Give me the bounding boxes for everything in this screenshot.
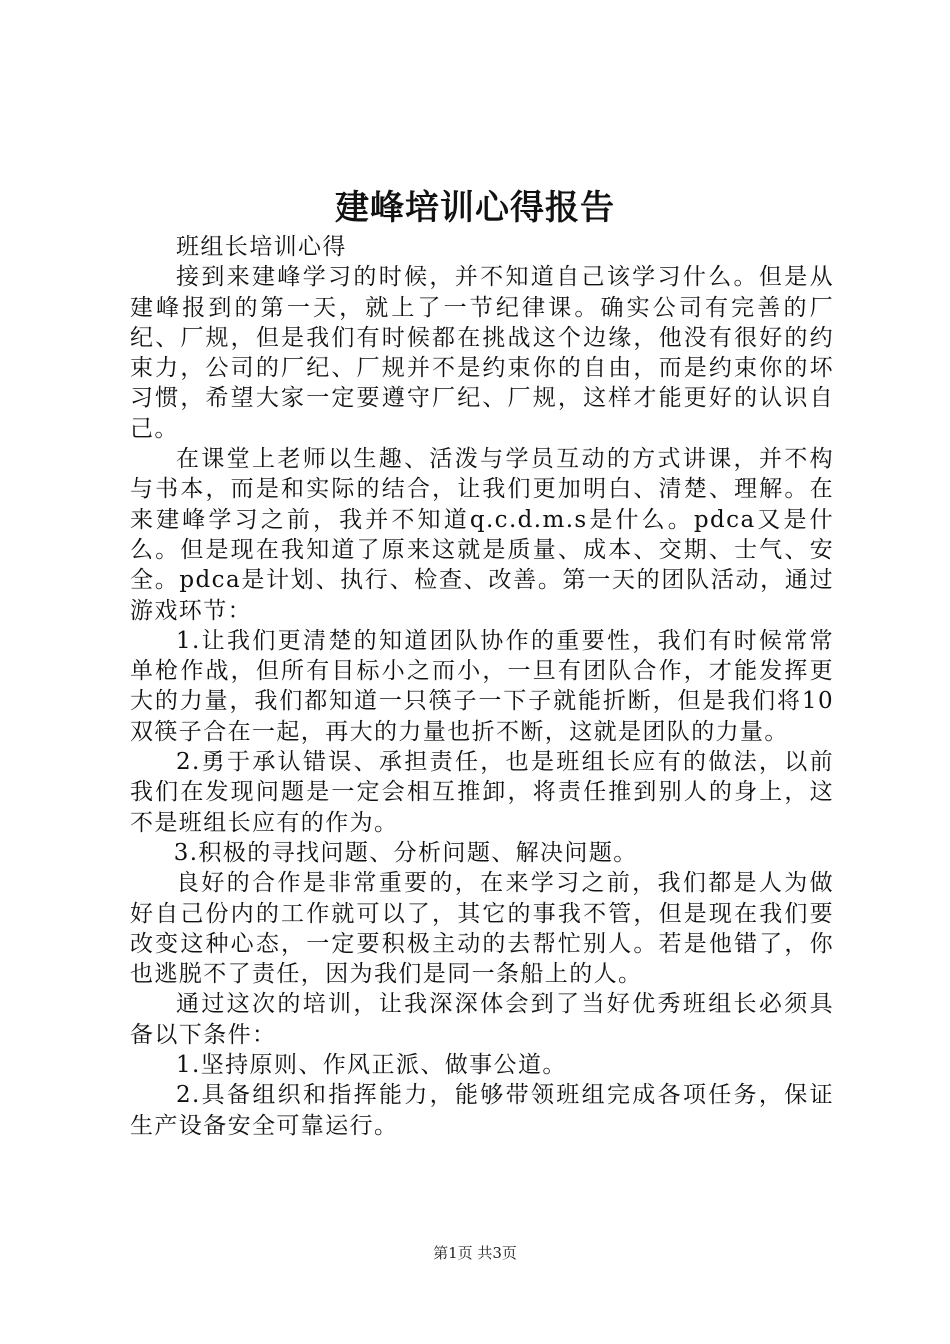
paragraph-point-1: 1.让我们更清楚的知道团队协作的重要性，我们有时候常常单枪作战，但所有目标小之而小，一旦有团队合作，才能发挥更大的力量，我们都知道一只筷子一下子就能折断，但是我们将10双筷子合在一起，再大的力量也折不断，这就是团队的力量。 bbox=[130, 627, 834, 745]
paragraph-discipline: 接到来建峰学习的时候，并不知道自己该学习什么。但是从建峰报到的第一天，就上了一节纪律课。确实公司有完善的厂纪、厂规，但是我们有时候都在挑战这个边缘，他没有很好的约束力，公司的厂纪、厂规并不是约束你的自由，而是约束你的坏习惯，希望大家一定要遵守厂纪、厂规，这样才能更好的认识自己。 bbox=[130, 264, 834, 442]
paragraph-conditions-intro: 通过这次的培训，让我深深体会到了当好优秀班组长必须具备以下条件： bbox=[130, 991, 834, 1048]
paragraph-cooperation: 良好的合作是非常重要的，在来学习之前，我们都是人为做好自己份内的工作就可以了，其它的事我不管，但是现在我们要改变这种心态，一定要积极主动的去帮忙别人。若是他错了，你也逃脱不了责任，因为我们是同一条船上的人。 bbox=[130, 870, 834, 988]
paragraph-condition-2: 2.具备组织和指挥能力，能够带领班组完成各项任务，保证生产设备安全可靠运行。 bbox=[130, 1082, 834, 1139]
document-body bbox=[130, 232, 834, 1141]
paragraph-classroom: 在课堂上老师以生趣、活泼与学员互动的方式讲课，并不构与书本，而是和实际的结合，让我们更加明白、清楚、理解。在来建峰学习之前，我并不知道q.c.d.m.s是什么。pdca又是什么。但是现在我知道了原来这就是质量、成本、交期、士气、安全。pdca是计划、执行、检查、改善。第一天的团队活动，通过游戏环节： bbox=[130, 446, 834, 624]
paragraph-condition-1: 1.坚持原则、作风正派、做事公道。 bbox=[176, 1052, 567, 1079]
paragraph-point-3: 3.积极的寻找问题、分析问题、解决问题。 bbox=[173, 839, 638, 866]
document-title: 建峰培训心得报告 bbox=[335, 188, 615, 228]
paragraph-point-2: 2.勇于承认错误、承担责任，也是班组长应有的做法，以前我们在发现问题是一定会相互推卸，将责任推到别人的身上，这不是班组长应有的作为。 bbox=[130, 749, 834, 836]
page-number-footer: 第1页 共3页 bbox=[433, 1244, 517, 1262]
paragraph-subtitle: 班组长培训心得 bbox=[176, 234, 347, 260]
